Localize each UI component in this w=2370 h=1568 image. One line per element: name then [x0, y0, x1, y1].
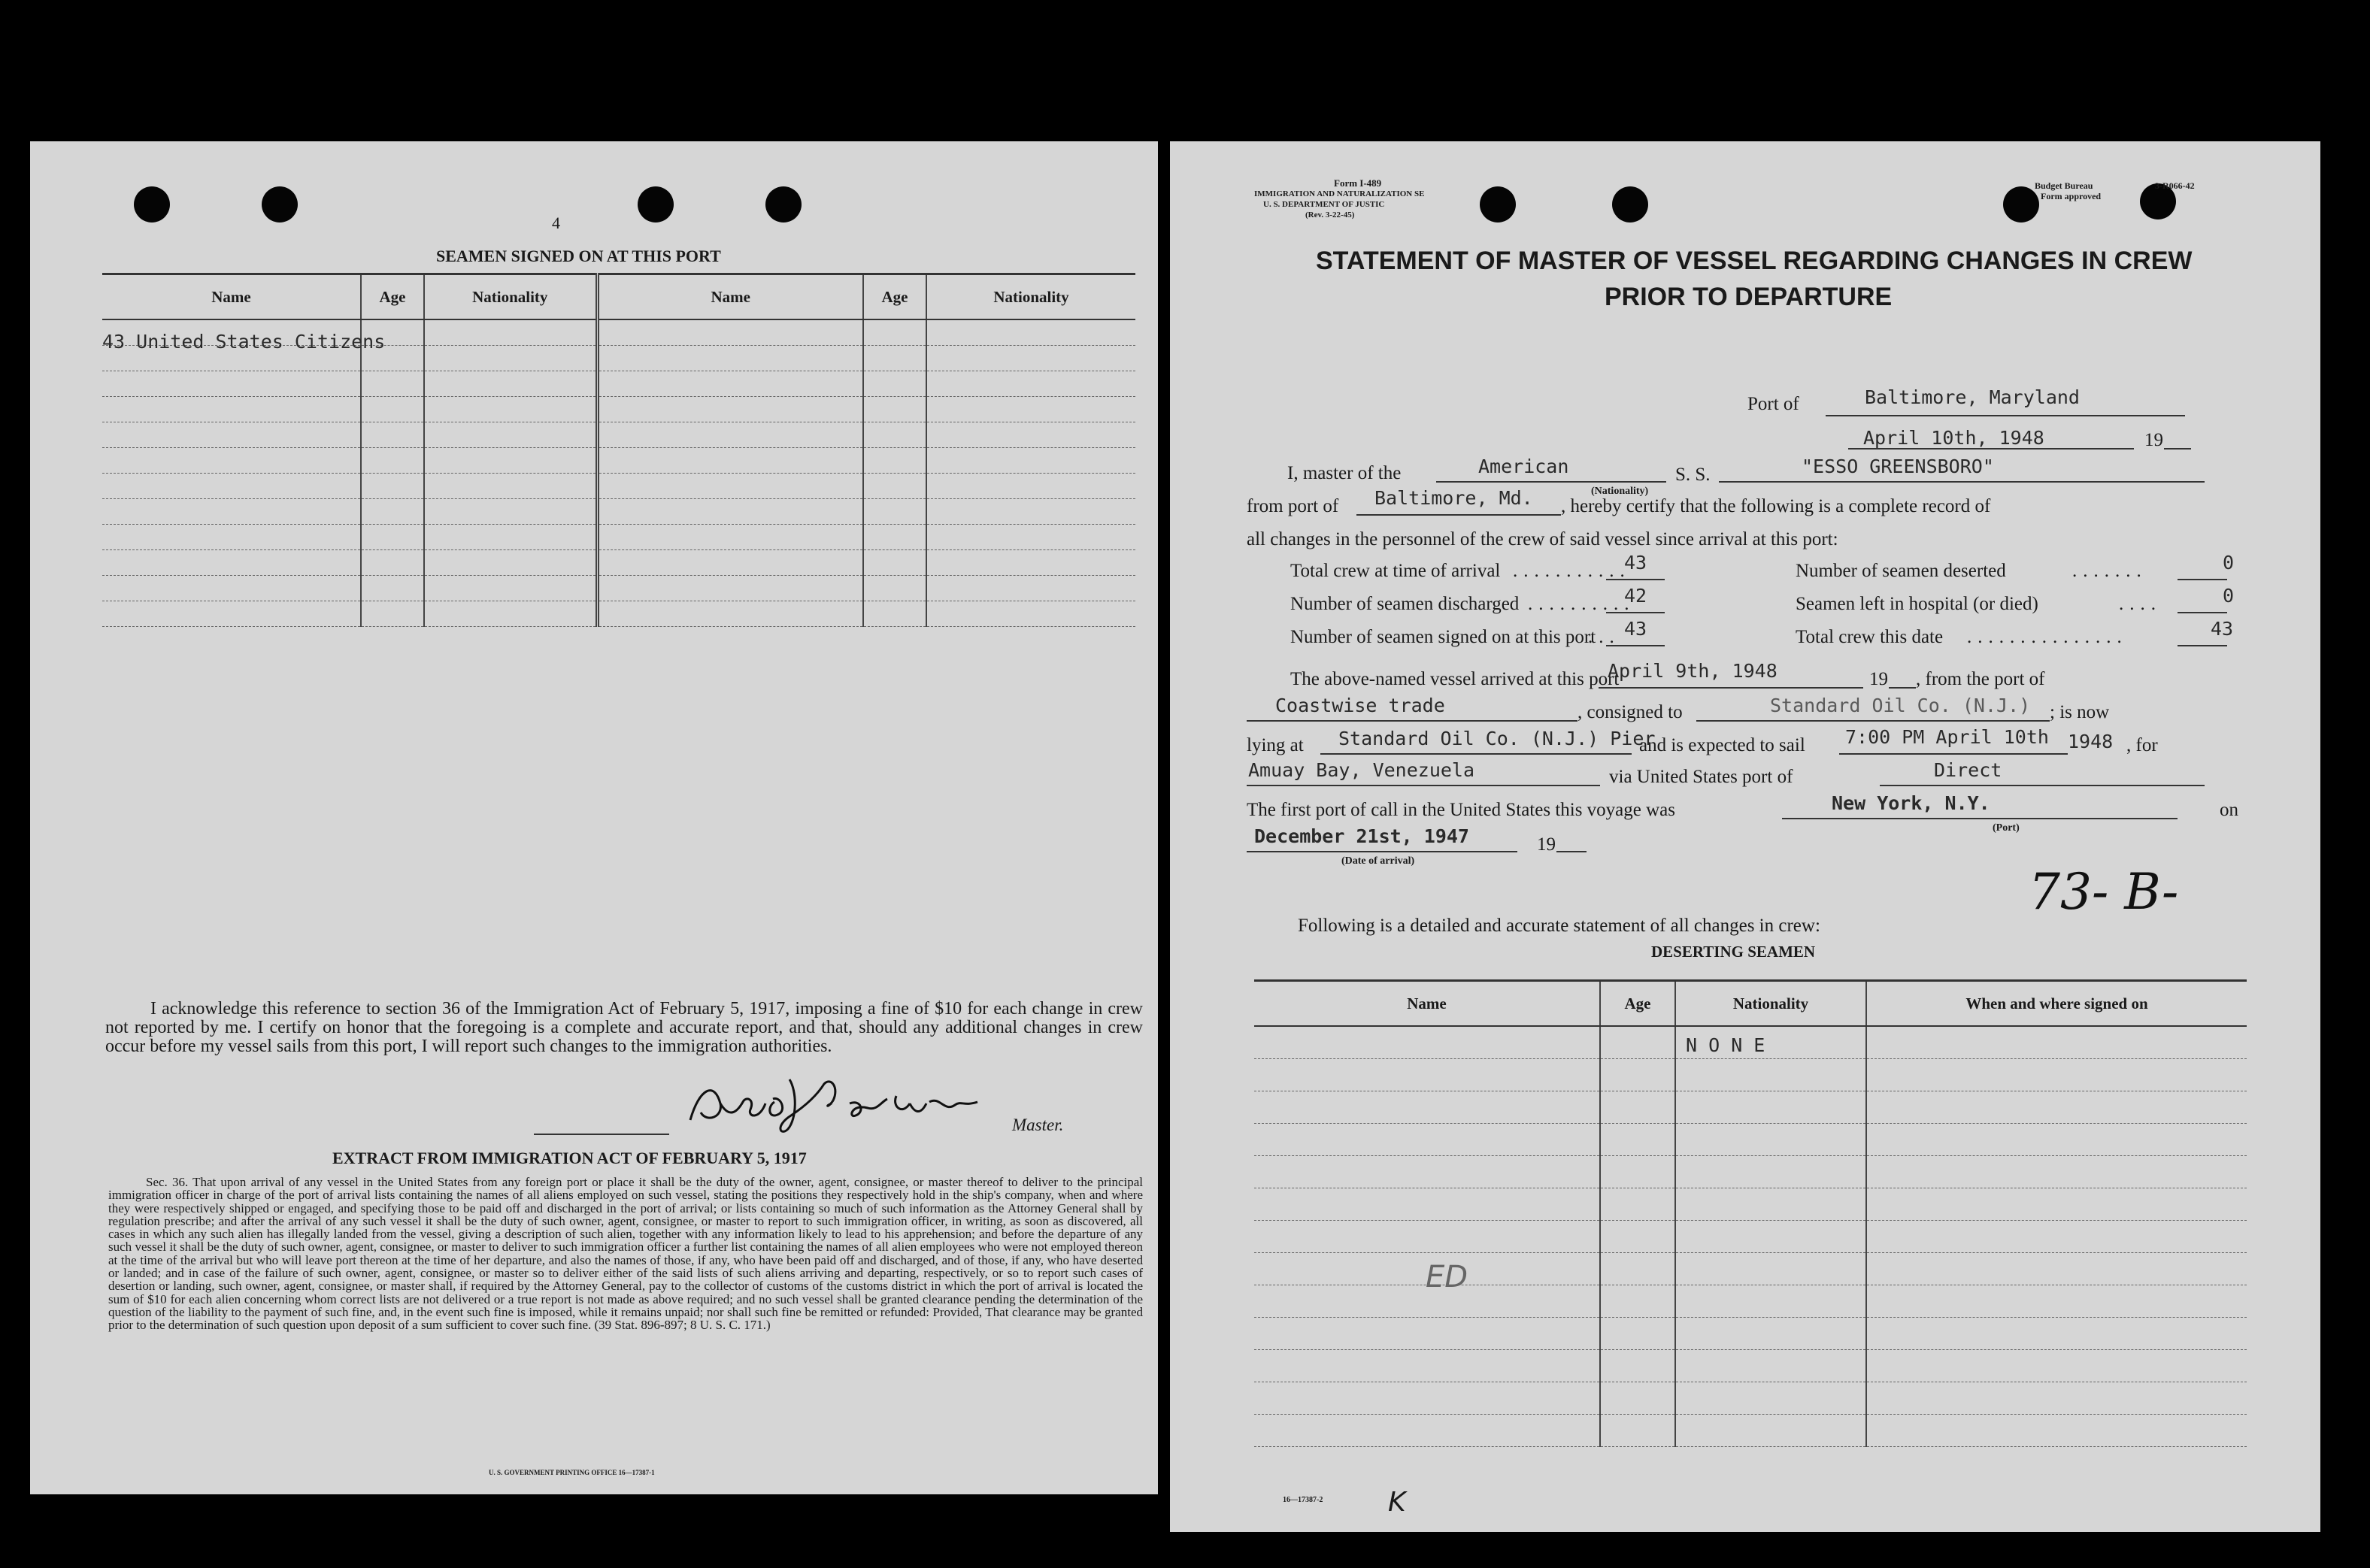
table-cell — [102, 576, 361, 601]
field-line — [1556, 851, 1587, 852]
for-label: , for — [2126, 735, 2158, 755]
column-header-name: Name — [102, 274, 361, 320]
table-cell — [863, 525, 926, 550]
table-cell — [597, 346, 863, 371]
table-row — [102, 422, 1135, 448]
field-line — [1719, 481, 2205, 483]
arrival-date-value: December 21st, 1947 — [1254, 825, 1469, 847]
field-line — [2178, 645, 2227, 646]
table-cell — [1600, 1059, 1675, 1091]
table-cell — [361, 397, 424, 422]
table-cell — [1866, 1285, 2247, 1318]
table-cell — [1600, 1124, 1675, 1156]
punch-hole — [1612, 186, 1648, 222]
table-cell — [1675, 1188, 1866, 1221]
table-row — [102, 371, 1135, 397]
table-cell — [1254, 1382, 1600, 1415]
table-row — [102, 397, 1135, 422]
table-cell — [863, 448, 926, 474]
table-cell — [1600, 1188, 1675, 1221]
field-line — [1826, 415, 2185, 416]
table-cell — [102, 448, 361, 474]
table-cell — [361, 550, 424, 576]
table-cell — [863, 397, 926, 422]
table-cell — [863, 576, 926, 601]
table-cell — [1254, 1188, 1600, 1221]
field-line — [1247, 785, 1600, 786]
table-cell — [597, 550, 863, 576]
table-cell — [1600, 1156, 1675, 1188]
field-line — [1606, 645, 1665, 646]
ss-label: S. S. — [1675, 465, 1711, 485]
table-cell — [1600, 1253, 1675, 1285]
table-cell — [1866, 1350, 2247, 1382]
field-line — [1356, 514, 1561, 516]
table-cell — [1866, 1026, 2247, 1059]
via-label: via United States port of — [1609, 767, 1793, 787]
table-row — [102, 601, 1135, 627]
punch-hole — [2003, 186, 2039, 222]
table-cell — [424, 499, 597, 525]
dot-leader: .......... — [1528, 594, 1635, 614]
vessel-value: "ESSO GREENSBORO" — [1802, 456, 1994, 477]
table-cell — [1675, 1285, 1866, 1318]
field-line — [2164, 448, 2191, 450]
table-cell — [926, 397, 1135, 422]
section-title: SEAMEN SIGNED ON AT THIS PORT — [436, 247, 721, 265]
table-cell — [1866, 1221, 2247, 1253]
table-cell — [597, 576, 863, 601]
field-line — [1782, 818, 2178, 819]
on-label: on — [2220, 800, 2238, 820]
from-port-label: from port of — [1247, 496, 1339, 516]
table-cell — [863, 422, 926, 448]
field-line — [1606, 612, 1665, 613]
table-cell — [1600, 1350, 1675, 1382]
handwritten-code: 73- B- — [2029, 863, 2179, 921]
form-subtitle: PRIOR TO DEPARTURE — [1605, 283, 1893, 311]
table-cell — [1600, 1221, 1675, 1253]
table-row — [102, 525, 1135, 550]
table-cell — [424, 422, 597, 448]
handwritten-mark: K — [1388, 1487, 1406, 1518]
column-header-nationality: Nationality — [1675, 981, 1866, 1027]
table-cell — [1675, 1221, 1866, 1253]
table-row — [1254, 1415, 2247, 1447]
deserted-value: 0 — [2223, 552, 2235, 574]
table-cell — [361, 448, 424, 474]
expected-label: and is expected to sail — [1639, 735, 1805, 755]
table-cell — [926, 371, 1135, 397]
table-cell — [926, 319, 1135, 346]
table-cell — [102, 397, 361, 422]
budget-code: 3-R066-42 — [2155, 180, 2195, 191]
field-line — [1889, 687, 1916, 689]
field-line — [1880, 785, 2205, 786]
table-row — [1254, 1059, 2247, 1091]
signed-on-value: 43 — [1624, 618, 1647, 640]
table-cell — [926, 422, 1135, 448]
port-caption: (Port) — [1993, 822, 2020, 834]
certify-text: , hereby certify that the following is a complete record of — [1561, 496, 1991, 516]
table-cell — [597, 601, 863, 627]
discharged-value: 42 — [1624, 585, 1647, 607]
total-crew-arrival-value: 43 — [1624, 552, 1647, 574]
table-cell — [1675, 1124, 1866, 1156]
total-crew-date-value: 43 — [2211, 618, 2234, 640]
seamen-signed-on-table — [102, 273, 1135, 627]
column-header-nationality: Nationality — [424, 274, 597, 320]
table-cell — [926, 499, 1135, 525]
punch-hole — [765, 186, 802, 222]
table-cell — [926, 474, 1135, 499]
column-header-name: Name — [597, 274, 863, 320]
table-cell — [361, 576, 424, 601]
table-cell — [926, 448, 1135, 474]
from-port-value: Baltimore, Md. — [1374, 487, 1533, 509]
sail-year: 1948 — [2068, 731, 2114, 752]
nationality-value: American — [1478, 456, 1569, 477]
punch-hole — [262, 186, 298, 222]
first-port-label: The first port of call in the United States this voyage was — [1247, 800, 1676, 820]
form-revision: (Rev. 3-22-45) — [1305, 210, 1355, 219]
master-signature — [684, 1073, 1000, 1138]
first-port-value: New York, N.Y. — [1832, 792, 1990, 814]
table-cell — [1600, 1091, 1675, 1124]
table-cell — [926, 525, 1135, 550]
port-label: Port of — [1747, 394, 1799, 414]
table-cell — [597, 499, 863, 525]
table-cell — [597, 319, 863, 346]
consignee-value: Standard Oil Co. (N.J.) — [1770, 695, 2031, 716]
table-cell — [424, 346, 597, 371]
nationality-caption: (Nationality) — [1591, 486, 1649, 497]
hospital-value: 0 — [2223, 585, 2235, 607]
table-cell — [424, 550, 597, 576]
table-cell — [597, 371, 863, 397]
table-cell — [1600, 1318, 1675, 1350]
table-row — [1254, 1188, 2247, 1221]
table-cell — [361, 371, 424, 397]
field-line — [1247, 720, 1577, 722]
table-cell — [1675, 1318, 1866, 1350]
table-cell — [1254, 1415, 1600, 1447]
form-agency: IMMIGRATION AND NATURALIZATION SE — [1254, 189, 1425, 198]
table-cell — [597, 525, 863, 550]
total-crew-date-label: Total crew this date — [1796, 627, 1944, 647]
lying-value: Standard Oil Co. (N.J.) Pier — [1338, 728, 1656, 749]
date-value: April 10th, 1948 — [1863, 427, 2044, 449]
table-cell — [863, 499, 926, 525]
port-value: Baltimore, Maryland — [1865, 386, 2080, 408]
table-cell — [361, 499, 424, 525]
form-approved: Form approved — [2041, 191, 2102, 201]
lying-at-label: lying at — [1247, 735, 1304, 755]
table-row — [1254, 1318, 2247, 1350]
arrived-label: The above-named vessel arrived at this port — [1290, 669, 1620, 689]
field-line — [2178, 579, 2227, 580]
table-cell — [424, 601, 597, 627]
punch-hole — [134, 186, 170, 222]
form-title: STATEMENT OF MASTER OF VESSEL REGARDING CHANGES IN CREW — [1316, 247, 2193, 275]
arrival-year-prefix: 19 — [1537, 834, 1556, 855]
dot-leader: ........... — [1513, 561, 1631, 581]
table-cell — [926, 576, 1135, 601]
table-row — [1254, 1156, 2247, 1188]
table-cell — [361, 525, 424, 550]
table-cell — [102, 499, 361, 525]
dot-leader: ... — [1588, 627, 1620, 647]
table-cell — [1254, 1059, 1600, 1091]
field-line — [2178, 612, 2227, 613]
printer-code: 16—17387-2 — [1283, 1496, 1323, 1504]
column-header-age: Age — [1600, 981, 1675, 1027]
field-line — [1436, 481, 1666, 483]
hospital-label: Seamen left in hospital (or died) — [1796, 594, 2038, 614]
field-line — [1320, 753, 1632, 755]
table-row — [1254, 1350, 2247, 1382]
table-row — [102, 448, 1135, 474]
table-cell — [863, 550, 926, 576]
table-row — [102, 499, 1135, 525]
table-cell — [361, 601, 424, 627]
signature-line — [534, 1134, 669, 1135]
acknowledgement-text: I acknowledge this reference to section 36 of the Immigration Act of February 5, 1917, imposing a fine of $10 for each change in crew not reported by me. I certify on honor that the foregoing is a complete and accurate report, and that, should any additional changes in crew occur before my vessel sails from this port, I will report such changes to the immigration authorities. — [105, 999, 1143, 1056]
punch-hole — [1480, 186, 1516, 222]
table-cell — [102, 371, 361, 397]
initials-mark: ED — [1426, 1260, 1468, 1294]
table-cell — [1866, 1188, 2247, 1221]
budget-bureau: Budget Bureau — [2035, 180, 2093, 191]
table-cell — [597, 448, 863, 474]
table-cell — [1866, 1156, 2247, 1188]
deserting-title: DESERTING SEAMEN — [1651, 943, 1816, 961]
from-port-of-label: , from the port of — [1916, 669, 2045, 689]
table-cell — [863, 474, 926, 499]
dot-leader: ....... — [2072, 561, 2147, 581]
table-cell — [863, 601, 926, 627]
column-header-age: Age — [361, 274, 424, 320]
table-cell — [1600, 1026, 1675, 1059]
consigned-label: , consigned to — [1577, 702, 1683, 722]
table-cell — [597, 474, 863, 499]
dot-leader: ............... — [1967, 627, 2128, 647]
table-cell — [361, 422, 424, 448]
table-row — [102, 576, 1135, 601]
table-cell — [102, 601, 361, 627]
right-page — [1170, 141, 2320, 1532]
arrival-date-caption: (Date of arrival) — [1341, 855, 1415, 867]
table-cell — [1675, 1156, 1866, 1188]
column-header-name: Name — [1254, 981, 1600, 1027]
discharged-label: Number of seamen discharged — [1290, 594, 1520, 614]
column-header-nationality: Nationality — [926, 274, 1135, 320]
field-line — [1606, 579, 1665, 580]
table-cell — [424, 319, 597, 346]
table-row — [1254, 1091, 2247, 1124]
year-prefix: 19 — [2144, 430, 2163, 450]
table-cell — [1675, 1382, 1866, 1415]
table-row — [1254, 1221, 2247, 1253]
page-number: 4 — [552, 213, 560, 232]
table-cell — [1866, 1124, 2247, 1156]
table-cell — [1600, 1415, 1675, 1447]
form-department: U. S. DEPARTMENT OF JUSTIC — [1263, 200, 1385, 209]
punch-hole — [638, 186, 674, 222]
table-cell — [863, 371, 926, 397]
table-cell — [1254, 1124, 1600, 1156]
table-cell — [926, 601, 1135, 627]
table-cell — [424, 397, 597, 422]
origin-value: Coastwise trade — [1275, 695, 1445, 716]
table-cell — [424, 371, 597, 397]
table-cell — [102, 422, 361, 448]
table-cell — [424, 448, 597, 474]
table-cell — [102, 474, 361, 499]
table-cell — [597, 397, 863, 422]
all-changes-text: all changes in the personnel of the crew of said vessel since arrival at this port: — [1247, 529, 1838, 549]
table-cell — [1866, 1059, 2247, 1091]
deserting-entry: N O N E — [1686, 1034, 1765, 1056]
table-cell — [102, 550, 361, 576]
table-cell — [1866, 1415, 2247, 1447]
table-cell — [926, 346, 1135, 371]
table-cell — [102, 525, 361, 550]
table-cell — [1866, 1318, 2247, 1350]
section-36-text: Sec. 36. That upon arrival of any vessel in the United States from any foreign port or place it shall be the duty of the owner, agent, consignee, or master thereof to deliver to the principal immigration officer in charge of the port of arrival lists containing the names of all aliens employed on such vessel, stating the positions they respectively hold in the ship's company, when and where they were respectively shipped or engaged, and specifying those to be paid off and discharged in the port of arrival; or lists containing so much of such information as the Attorney General shall by regulation prescribe; and after the arrival of any such vessel it shall be the duty of such owner, agent, consignee, or master to report to such immigration officer, in writing, as soon as discovered, all cases in which any such alien has illegally landed from the vessel, giving a description of such alien, together with any information likely to lead to his apprehension; and before the departure of any such vessel it shall be the duty of such owner, agent, consignee, or master to deliver to such immigration officer a further list containing the names of all alien employees who were not employed thereon at the time of the arrival but who will leave port thereon at the time of her departure, and also the names of those, if any, who have been paid off and discharged, and of those, if any, who have deserted or landed; and in case of the failure of such owner, agent, consignee, or master so to deliver either of the said lists of such aliens arriving and departing, respectively, or so to report such cases of desertion or landing, such owner, agent, consignee, or master shall, if required by the Attorney General, pay to the collector of customs of the customs district in which the port of arrival is located the sum of $10 for each alien concerning whom correct lists are not delivered or a true report is not made as above required; and no such vessel shall be granted clearance pending the determination of the question of the liability to the payment of such fine, and, in the event such fine is imposed, while it remains unpaid; nor shall such fine be remitted or refunded: Provided, That clearance may be granted prior to the determination of such question upon deposit of a sum sufficient to cover such fine. (39 Stat. 896-897; 8 U. S. C. 171.) — [108, 1175, 1143, 1333]
table-cell — [1866, 1382, 2247, 1415]
field-line — [1599, 687, 1863, 689]
arrived-value: April 9th, 1948 — [1608, 660, 1778, 682]
sail-value: 7:00 PM April 10th — [1845, 726, 2049, 748]
table-cell — [1675, 1091, 1866, 1124]
table-row — [1254, 1124, 2247, 1156]
table-row — [1254, 1285, 2247, 1318]
column-header-signed-on: When and where signed on — [1866, 981, 2247, 1027]
first-entry: 43 United States Citizens — [102, 331, 386, 353]
master-label: I, master of the — [1287, 463, 1402, 483]
table-cell — [1254, 1091, 1600, 1124]
table-cell — [1675, 1059, 1866, 1091]
table-cell — [1600, 1285, 1675, 1318]
table-row — [1254, 1382, 2247, 1415]
arrived-year-prefix: 19 — [1869, 669, 1888, 689]
printer-line: U. S. GOVERNMENT PRINTING OFFICE 16—17387-1 — [489, 1469, 655, 1476]
left-page — [30, 141, 1158, 1494]
destination-value: Amuay Bay, Venezuela — [1248, 759, 1475, 781]
total-crew-arrival-label: Total crew at time of arrival — [1290, 561, 1501, 581]
table-cell — [1254, 1156, 1600, 1188]
field-line — [1247, 851, 1517, 852]
table-cell — [597, 422, 863, 448]
table-cell — [863, 346, 926, 371]
table-cell — [1254, 1350, 1600, 1382]
table-cell — [1675, 1253, 1866, 1285]
table-cell — [424, 525, 597, 550]
is-now-label: ; is now — [2050, 702, 2110, 722]
table-cell — [1675, 1415, 1866, 1447]
deserted-label: Number of seamen deserted — [1796, 561, 2006, 581]
table-cell — [1866, 1091, 2247, 1124]
table-cell — [1675, 1350, 1866, 1382]
signed-on-label: Number of seamen signed on at this port — [1290, 627, 1596, 647]
following-text: Following is a detailed and accurate statement of all changes in crew: — [1298, 916, 1820, 936]
table-cell — [1254, 1221, 1600, 1253]
via-value: Direct — [1934, 759, 2002, 781]
extract-title: EXTRACT FROM IMMIGRATION ACT OF FEBRUARY 5, 1917 — [332, 1149, 807, 1167]
field-line — [1839, 753, 2068, 755]
dot-leader: .... — [2119, 594, 2162, 614]
signature-label: Master. — [1012, 1115, 1064, 1134]
table-row — [1254, 1253, 2247, 1285]
table-cell — [1866, 1253, 2247, 1285]
table-cell — [926, 550, 1135, 576]
table-cell — [361, 474, 424, 499]
table-cell — [1600, 1382, 1675, 1415]
table-cell — [424, 576, 597, 601]
table-cell — [863, 319, 926, 346]
form-number: Form I-489 — [1334, 177, 1382, 189]
field-line — [1696, 720, 2050, 722]
table-cell — [1254, 1026, 1600, 1059]
table-row — [102, 550, 1135, 576]
table-cell — [424, 474, 597, 499]
column-header-age: Age — [863, 274, 926, 320]
table-row — [102, 474, 1135, 499]
table-cell — [1254, 1318, 1600, 1350]
